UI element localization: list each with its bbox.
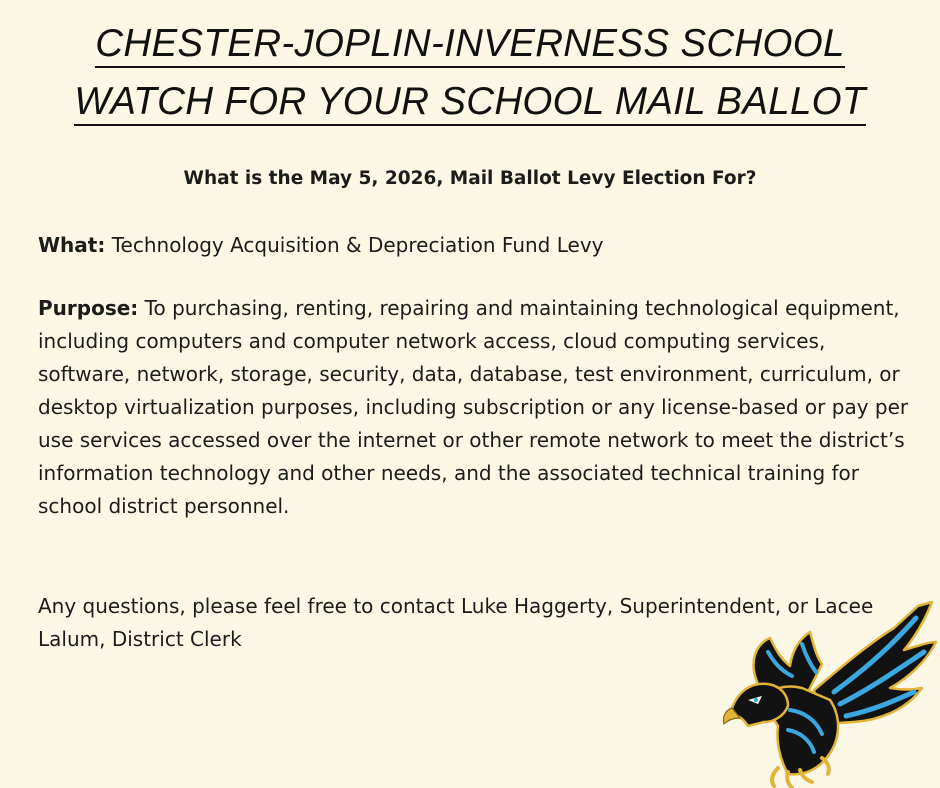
title-line-2: WATCH FOR YOUR SCHOOL MAIL BALLOT — [74, 80, 865, 126]
title-line-1: CHESTER-JOPLIN-INVERNESS SCHOOL — [95, 22, 845, 68]
what-label: What: — [38, 233, 106, 257]
election-question-heading: What is the May 5, 2026, Mail Ballot Levy Election For? — [183, 168, 757, 189]
hawk-mascot-icon — [718, 592, 940, 788]
poster-title — [0, 18, 940, 134]
purpose-label: Purpose: — [38, 296, 139, 320]
purpose-paragraph — [38, 292, 918, 523]
contact-paragraph: Any questions, please feel free to contact Luke Haggerty, Superintendent, or Lacee Lalum, District Clerk — [38, 594, 874, 651]
what-text: Technology Acquisition & Depreciation Fund Levy — [105, 233, 604, 257]
purpose-text: To purchasing, renting, repairing and maintaining technological equipment, including computers and computer network access, cloud computing services, software, network, storage, security, data, database, test environment, curriculum, or desktop virtualization purposes, including subscription or any license-based or pay per use services accessed over the internet or other remote network to meet the district’s information technology and other needs, and the associated technical training for school district personnel. — [38, 296, 909, 518]
what-paragraph — [38, 229, 918, 262]
